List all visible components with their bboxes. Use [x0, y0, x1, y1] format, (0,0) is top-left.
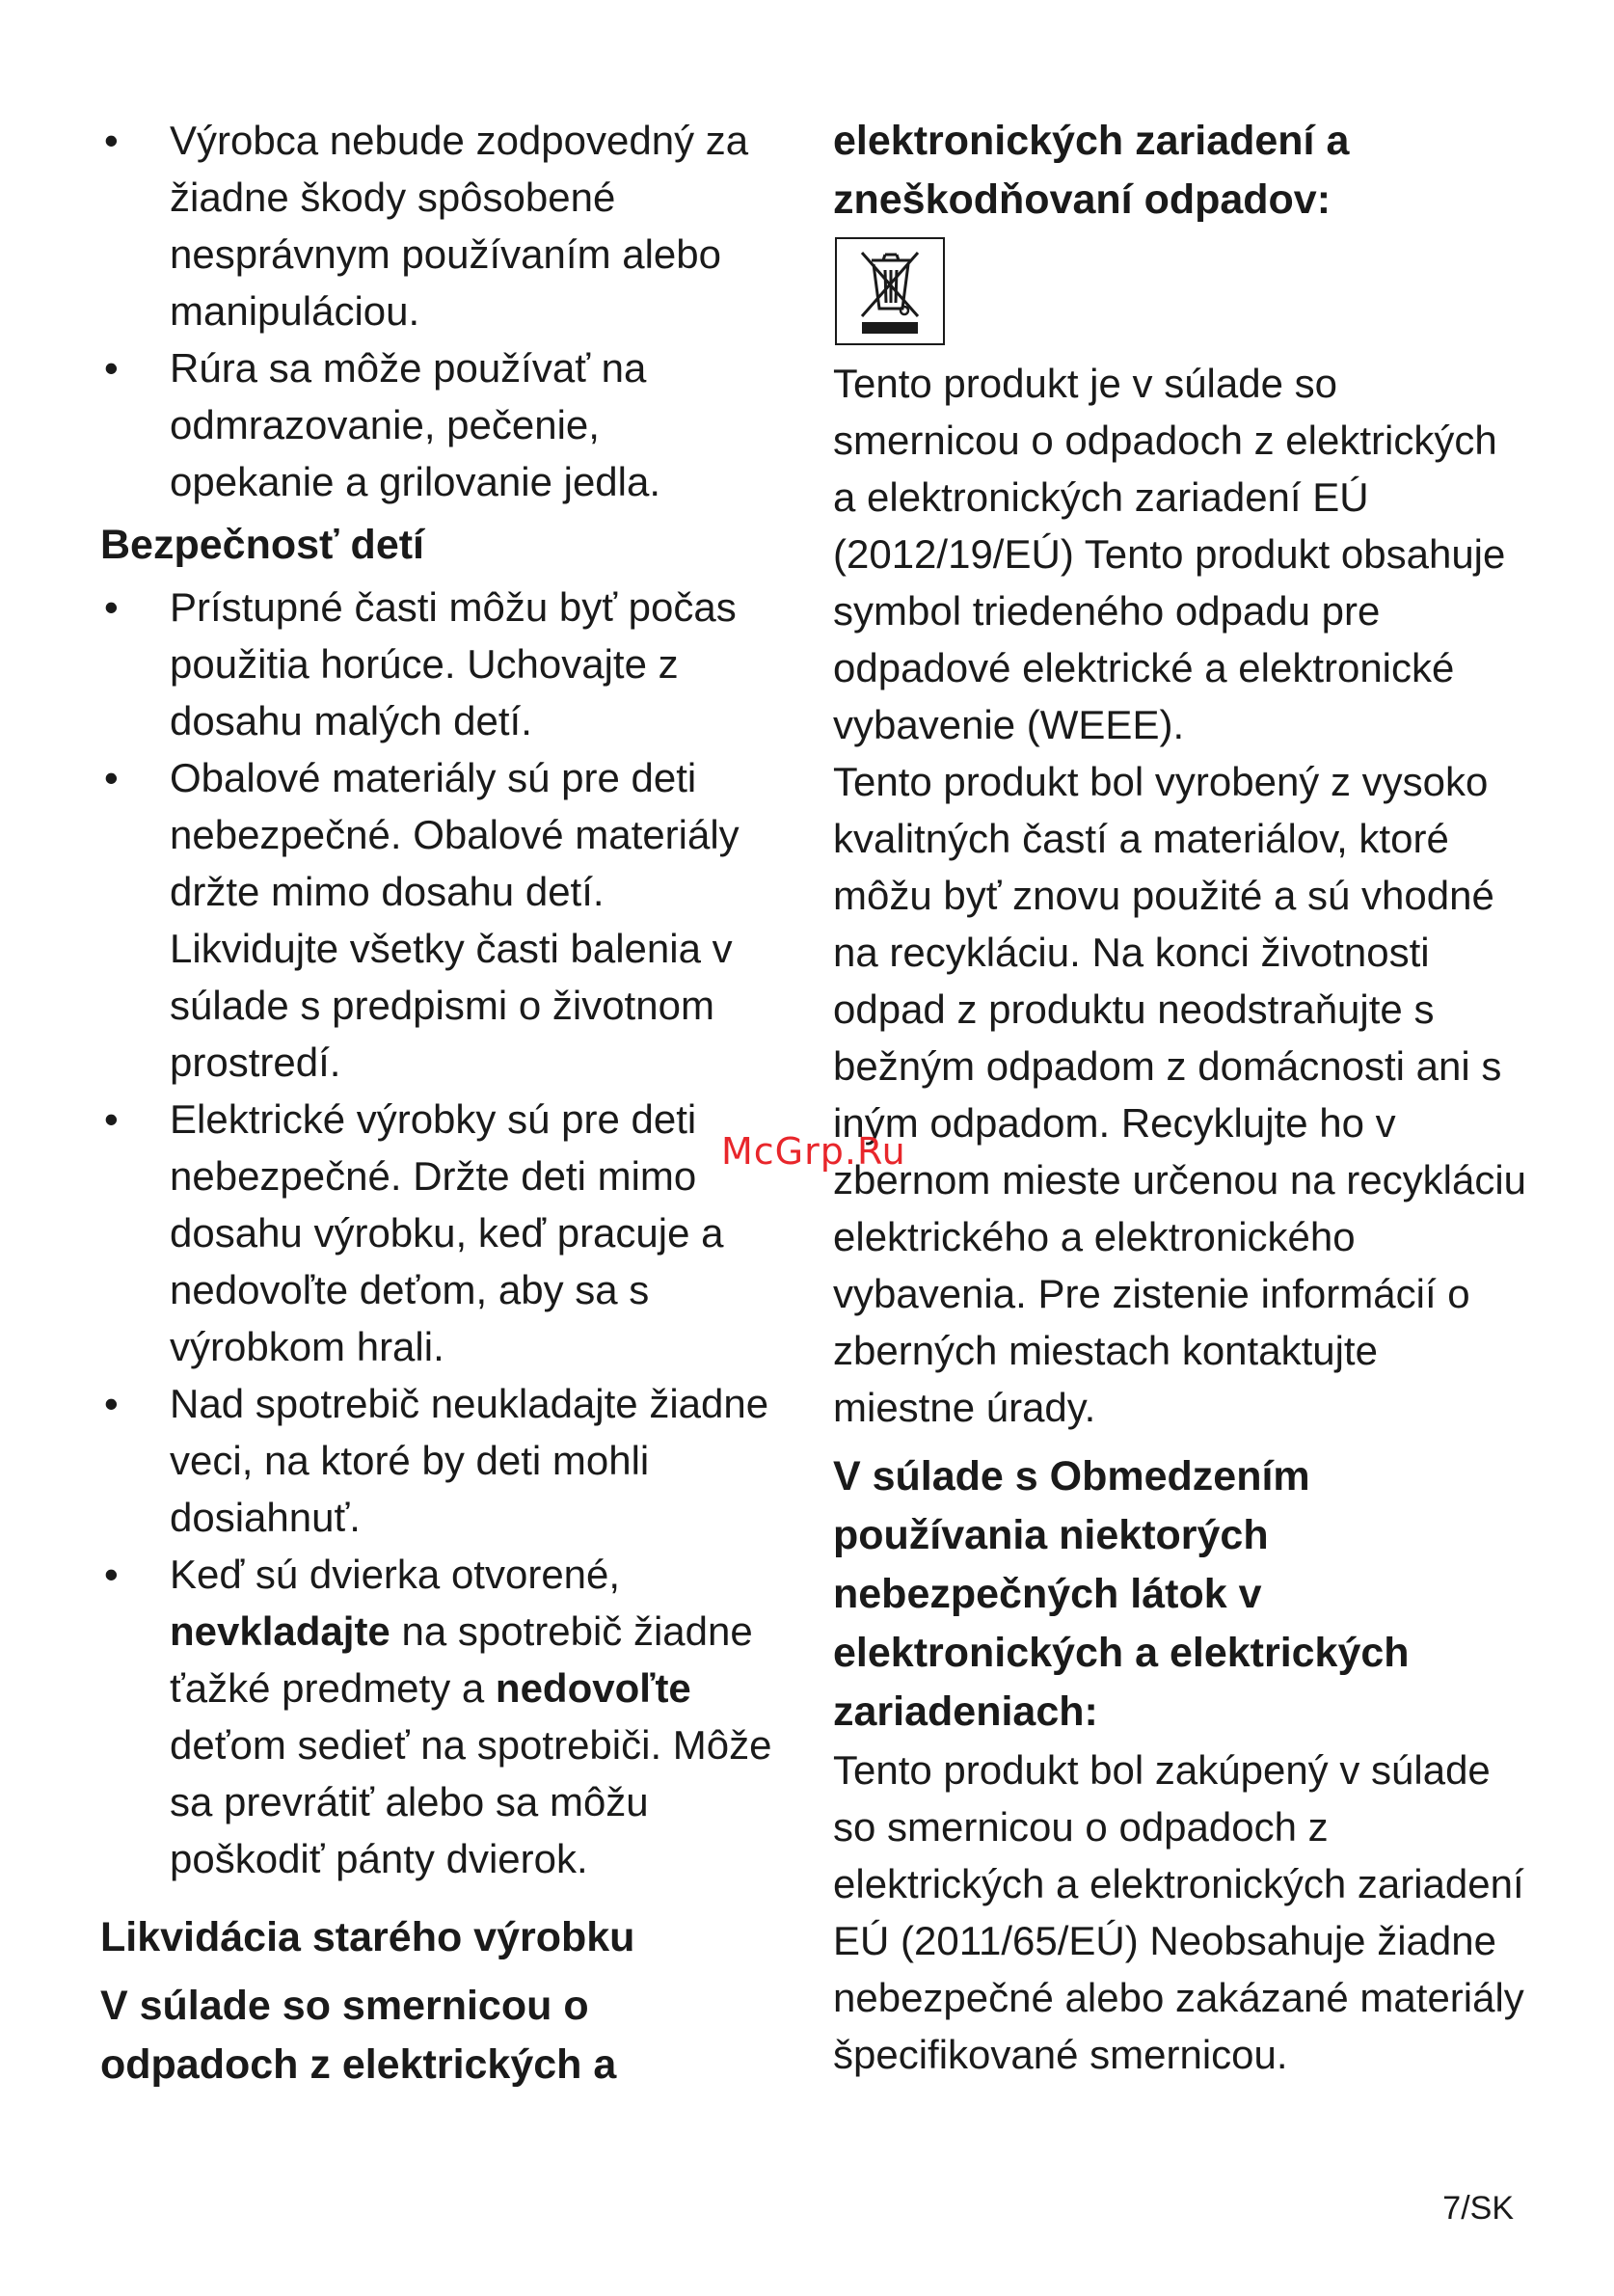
text-segment: deťom sedieť na spotrebiči. Môže sa prevrátiť alebo sa môžu poškodiť pánty dvierok. [170, 1722, 772, 1881]
usage-bullet-list [100, 112, 775, 510]
list-item [100, 339, 775, 510]
recycling-paragraph: Tento produkt bol vyrobený z vysoko kvalitných častí a materiálov, ktoré môžu byť znovu použité a sú vhodné na recykláciu. Na konci životnosti odpad z produktu neodstraňujte s bežným odpadom z domácnosti ani s iným odpadom. Recyklujte ho v zbernom mieste určenou na recykláciu elektrického a elektronického vybavenia. Pre zistenie informácií o zberných miestach kontaktujte miestne úrady. [833, 759, 1527, 1430]
list-item-text: Prístupné časti môžu byť počas použitia horúce. Uchovajte z dosahu malých detí. [170, 584, 737, 743]
watermark-text: McGrp.Ru [721, 1130, 906, 1173]
list-item [100, 112, 775, 339]
text-segment: na spotrebič žiadne ťažké predmety a [170, 1608, 753, 1711]
list-item-text: Nad spotrebič neukladajte žiadne veci, na ktoré by deti mohli dosiahnuť. [170, 1381, 769, 1540]
section-heading-disposal: Likvidácia starého výrobku [100, 1914, 635, 1960]
bullet-icon: • [104, 1381, 119, 1426]
right-column [833, 112, 1527, 2083]
text-segment: Keď sú dvierka otvorené, [170, 1552, 621, 1597]
child-safety-bullet-list [100, 579, 775, 1887]
list-item [100, 1375, 775, 1546]
list-item-text: Rúra sa môže používať na odmrazovanie, pečenie, opekanie a grilovanie jedla. [170, 345, 661, 504]
list-item-text: Výrobca nebude zodpovedný za žiadne škody spôsobené nesprávnym používaním alebo manipuláciou. [170, 118, 749, 334]
list-item [100, 749, 775, 1091]
bullet-icon: • [104, 118, 119, 163]
bullet-icon: • [104, 1552, 119, 1597]
section-heading-rohs: V súlade s Obmedzením používania niektorých nebezpečných látok v elektronických a elektrických zariadeniach: [833, 1453, 1410, 1735]
section-heading-child-safety: Bezpečnosť detí [100, 522, 425, 568]
list-item [100, 579, 775, 749]
page-number: 7/SK [1442, 2190, 1514, 2227]
list-item-text [170, 1552, 771, 1881]
bullet-icon: • [104, 584, 119, 630]
emphasis-do-not-allow: nedovoľte [495, 1665, 691, 1711]
weee-directive-paragraph: Tento produkt je v súlade so smernicou o odpadoch z elektrických a elektronických zariadení EÚ (2012/19/EÚ) Tento produkt obsahuje symbol triedeného odpadu pre odpadové elektrické a elektronické vybavenie (WEEE). [833, 361, 1506, 747]
list-item [100, 1546, 775, 1887]
bullet-icon: • [104, 345, 119, 391]
section-heading-weee-end: elektronických zariadení a zneškodňovaní odpadov: [833, 118, 1350, 223]
left-column [100, 112, 775, 2094]
list-item-text: Obalové materiály sú pre deti nebezpečné. Obalové materiály držte mimo dosahu detí. Likvidujte všetky časti balenia v súlade s predpismi o životnom prostredí. [170, 755, 740, 1085]
crossed-out-wheelie-bin-icon [835, 237, 945, 345]
list-item [100, 1091, 775, 1375]
bullet-icon: • [104, 1096, 119, 1142]
bullet-icon: • [104, 755, 119, 800]
rohs-paragraph: Tento produkt bol zakúpený v súlade so smernicou o odpadoch z elektrických a elektronických zariadení EÚ (2011/65/EÚ) Neobsahuje žiadne nebezpečné alebo zakázané materiály špecifikované smernicou. [833, 1747, 1524, 2077]
section-heading-weee-start: V súlade so smernicou o odpadoch z elektrických a [100, 1983, 617, 2088]
emphasis-do-not-place: nevkladajte [170, 1608, 390, 1654]
list-item-text: Elektrické výrobky sú pre deti nebezpečné. Držte deti mimo dosahu výrobku, keď pracuje a nedovoľte deťom, aby sa s výrobkom hrali. [170, 1096, 724, 1369]
